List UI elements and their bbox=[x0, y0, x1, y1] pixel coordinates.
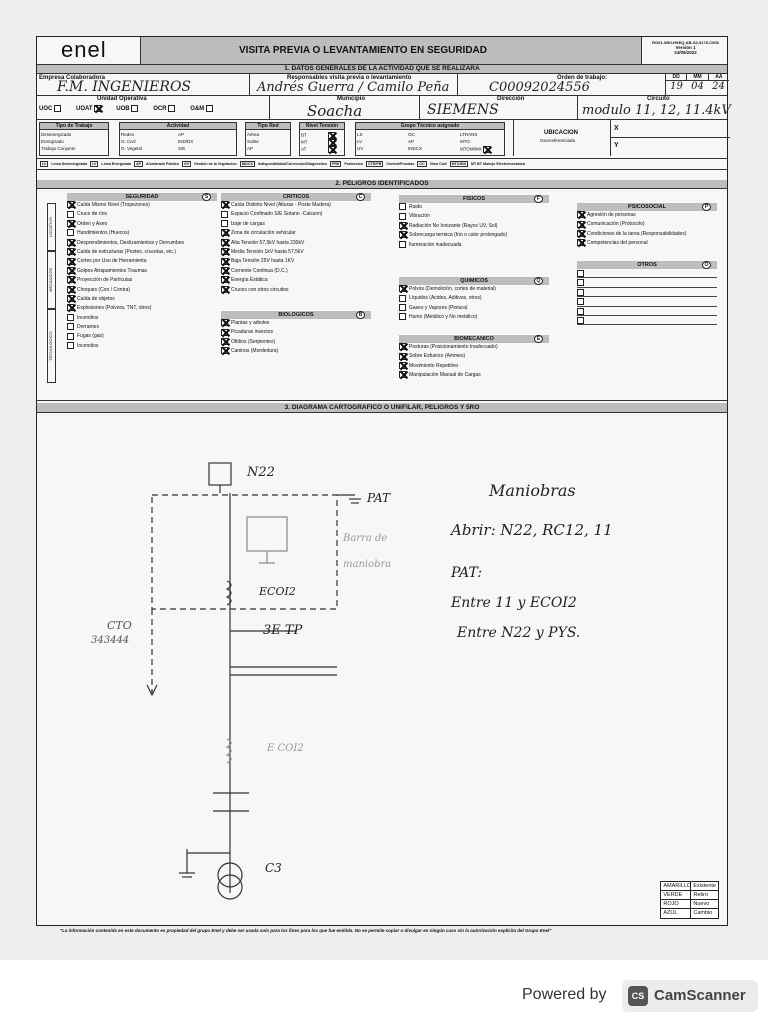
checkbox[interactable] bbox=[399, 371, 406, 378]
criticos-list bbox=[221, 193, 371, 295]
seguridad-list bbox=[67, 193, 217, 351]
quimicos-list bbox=[399, 277, 549, 323]
checkbox[interactable] bbox=[67, 229, 74, 236]
biologicos-title: BIOLOGICOS B bbox=[221, 311, 371, 319]
biomecanico-item[interactable] bbox=[399, 371, 549, 380]
date-header-mm: MM bbox=[687, 74, 708, 80]
label-pat: PAT bbox=[367, 491, 390, 505]
camscanner-logo-icon: CS bbox=[628, 986, 648, 1006]
criticos-item[interactable] bbox=[221, 239, 371, 248]
quimicos-item-label: Líquidos (Acidos, Aditivos, otros) bbox=[409, 295, 482, 302]
checkbox[interactable] bbox=[399, 313, 406, 320]
checkbox[interactable] bbox=[399, 304, 406, 311]
criticos-item[interactable] bbox=[221, 267, 371, 276]
quimicos-item[interactable] bbox=[399, 304, 549, 313]
checkbox[interactable] bbox=[399, 362, 406, 369]
location-row bbox=[37, 96, 731, 120]
biologicos-item-label: Plantas y arboles bbox=[231, 320, 270, 326]
tipo-red-label: Tipo Red bbox=[246, 123, 290, 130]
tension-mt[interactable]: MT bbox=[301, 139, 338, 146]
seguridad-item-label: Golpes Atrapamientos Traumas bbox=[77, 267, 148, 274]
criticos-item[interactable] bbox=[221, 257, 371, 266]
section3-title: 3. DIAGRAMA CARTOGRAFICO O UNIFILAR, PELIGROS Y 5RO bbox=[284, 404, 480, 411]
form-title: VISITA PREVIA O LEVANTAMIENTO EN SEGURIDAD bbox=[239, 45, 487, 56]
checkbox[interactable] bbox=[577, 221, 584, 228]
checkbox[interactable] bbox=[221, 286, 228, 293]
camscanner-badge[interactable] bbox=[622, 980, 758, 1012]
seguridad-item-label: Cortes por Uso de Herramienta bbox=[77, 258, 147, 265]
quimicos-item-label: Gases y Vapores (Pintura) bbox=[409, 304, 468, 311]
fisicos-item-label: Iluminación inadecuada bbox=[409, 241, 462, 248]
fisicos-item[interactable] bbox=[399, 231, 549, 240]
biomecanico-item[interactable] bbox=[399, 343, 549, 352]
biomecanico-item-label: Posturas (Posicionamiento Inadecuado) bbox=[409, 344, 498, 350]
date-day[interactable]: 19 bbox=[670, 81, 683, 92]
fisicos-item-label: Ruido bbox=[409, 204, 423, 210]
section2-title: 2. PELIGROS IDENTIFICADOS bbox=[335, 180, 429, 187]
fisicos-item[interactable] bbox=[399, 241, 549, 250]
grupo-oc[interactable]: OC bbox=[408, 132, 415, 137]
diagram-area bbox=[37, 413, 727, 925]
checkbox[interactable] bbox=[67, 258, 74, 265]
legend-row-verde: VERDE Retiro bbox=[661, 891, 718, 900]
checkbox[interactable] bbox=[399, 343, 406, 350]
seguridad-item[interactable] bbox=[67, 201, 217, 210]
tab-locativo: LOCATIVO bbox=[47, 203, 56, 251]
checkbox[interactable] bbox=[67, 239, 74, 246]
fisicos-item-label: Vibración bbox=[409, 213, 430, 220]
psicosocial-item[interactable] bbox=[577, 211, 717, 220]
quimicos-item[interactable] bbox=[399, 285, 549, 294]
checkbox[interactable] bbox=[221, 220, 228, 227]
ubicacion-sub: Georreferenciada bbox=[540, 138, 576, 143]
checkbox[interactable] bbox=[577, 308, 584, 315]
municipio-value[interactable]: Soacha bbox=[307, 102, 363, 120]
checkbox[interactable] bbox=[399, 213, 406, 220]
date-month[interactable]: 04 bbox=[691, 81, 704, 92]
criticos-item-label: Cruces con otros circuitos bbox=[231, 286, 289, 293]
red-ap[interactable]: AP bbox=[247, 146, 254, 151]
note-entre-1: Entre 11 y ECOI2 bbox=[451, 595, 577, 611]
nivel-tension-label: Nivel Tensión bbox=[300, 123, 344, 130]
biologicos-item[interactable] bbox=[221, 338, 371, 347]
responsables-label: Responsables visita previa o levantamiento bbox=[287, 75, 412, 81]
unidad-ocr[interactable]: OCR bbox=[153, 105, 178, 112]
checkbox[interactable] bbox=[221, 338, 228, 345]
psicosocial-item-label: Condiciones de la tarea (Responsabilidades) bbox=[587, 230, 687, 237]
biologicos-list bbox=[221, 311, 371, 357]
red-subte[interactable]: Subte bbox=[247, 139, 259, 144]
label-cto-num: 343444 bbox=[91, 635, 130, 646]
checkbox[interactable] bbox=[221, 239, 228, 246]
seguridad-item-label: Explosiones (Polvora, TNT, otros) bbox=[77, 305, 152, 312]
biomecanico-title: BIOMECANICO E bbox=[399, 335, 549, 343]
grupo-indcx[interactable]: INDCX bbox=[408, 146, 423, 151]
label-cto: CTO bbox=[107, 619, 132, 632]
quimicos-title: QUIMICOS Q bbox=[399, 277, 549, 285]
work-type-row bbox=[37, 120, 727, 170]
checkbox[interactable] bbox=[67, 295, 74, 302]
seguridad-item[interactable] bbox=[67, 248, 217, 257]
criticos-item[interactable] bbox=[221, 248, 371, 257]
criticos-item-label: Energía Estática bbox=[231, 277, 268, 284]
actividad-se[interactable]: S/E bbox=[178, 146, 186, 151]
orden-label: Orden de trabajo: bbox=[557, 75, 608, 81]
form-frame bbox=[36, 36, 731, 926]
seguridad-item[interactable] bbox=[67, 286, 217, 295]
fisicos-item-label: Radiación No Ionizante (Rayos UV, Sol) bbox=[409, 222, 498, 229]
psicosocial-item-label: Comunicación (Protocolo) bbox=[587, 221, 645, 228]
label-faint-1: Barra de bbox=[343, 533, 388, 544]
unidad-uob[interactable]: UOB bbox=[116, 105, 141, 112]
biologicos-item-label: Caninos (Mordedura) bbox=[231, 348, 279, 355]
tension-bt[interactable]: BT bbox=[301, 132, 338, 139]
seguridad-item-label: Cruce de ríos bbox=[77, 211, 108, 218]
enel-logo: enel bbox=[61, 37, 107, 62]
biologicos-item-label: Picaduras insectos bbox=[231, 329, 273, 336]
checkbox[interactable] bbox=[221, 319, 228, 326]
checkbox[interactable] bbox=[221, 201, 228, 208]
seguridad-item[interactable] bbox=[67, 210, 217, 219]
seguridad-item-label: Derrames bbox=[77, 324, 99, 331]
psicosocial-item[interactable] bbox=[577, 239, 717, 248]
seguridad-item[interactable] bbox=[67, 229, 217, 238]
quimicos-item[interactable] bbox=[399, 313, 549, 322]
seguridad-item-label: Caída de objetos bbox=[77, 295, 115, 302]
criticos-item-label: Espacio Confinado S/E Sotano -Caisson) bbox=[231, 211, 323, 218]
biologicos-item[interactable] bbox=[221, 347, 371, 356]
checkbox[interactable] bbox=[67, 220, 74, 227]
checkbox[interactable] bbox=[577, 239, 584, 246]
section3-title-bar bbox=[37, 403, 727, 413]
psicosocial-item-label: Competencias del personal bbox=[587, 240, 648, 247]
otros-blank-line[interactable] bbox=[577, 288, 717, 297]
grupo-ap[interactable]: AP bbox=[408, 139, 415, 144]
label-n22: N22 bbox=[247, 465, 275, 480]
checkbox[interactable] bbox=[399, 231, 406, 238]
direccion-value[interactable]: SIEMENS bbox=[427, 102, 499, 118]
legend-row-rojo: ROJO Nuevo bbox=[661, 900, 718, 909]
criticos-item[interactable] bbox=[221, 210, 371, 219]
section1-title: 1. DATOS GENERALES DE LA ACTIVIDAD QUE SE REALIZARA bbox=[284, 65, 480, 72]
date-header-aa: AA bbox=[715, 74, 723, 80]
single-line-diagram bbox=[37, 413, 727, 925]
actividad-ocivil[interactable]: O. Civil bbox=[121, 139, 136, 144]
seguridad-item[interactable] bbox=[67, 295, 217, 304]
doc-version: Versión 1 bbox=[675, 45, 696, 50]
criticos-item-label: Izaje de cargas bbox=[231, 220, 265, 227]
biomecanico-list bbox=[399, 335, 549, 381]
tab-tecnologico: TECNOLOGICO bbox=[47, 309, 56, 383]
municipio-label: Municipio bbox=[337, 96, 365, 102]
checkbox[interactable] bbox=[67, 248, 74, 255]
actividad-ap[interactable]: AP bbox=[178, 132, 185, 137]
psicosocial-item[interactable] bbox=[577, 220, 717, 229]
actividad-ovegetal[interactable]: O. Vegetal bbox=[121, 146, 143, 151]
actividad-box bbox=[119, 122, 237, 156]
hazards-section bbox=[37, 189, 727, 401]
checkbox[interactable] bbox=[577, 270, 584, 277]
seguridad-item-label: Incendios bbox=[77, 314, 99, 321]
seguridad-item[interactable] bbox=[67, 220, 217, 229]
legend-row-amarillo: AMARILLO Existente bbox=[663, 883, 716, 889]
psicosocial-title: PSICOSOCIAL P bbox=[577, 203, 717, 211]
seguridad-item-label: Fugas (gas) bbox=[77, 333, 104, 340]
otros-title: OTROS O bbox=[577, 261, 717, 269]
tipo-red-box bbox=[245, 122, 291, 156]
note-entre-2: Entre N22 y PYS. bbox=[457, 625, 581, 641]
grupo-uv[interactable]: UV bbox=[357, 146, 364, 151]
checkbox[interactable] bbox=[221, 267, 228, 274]
orden-value[interactable]: C00092024556 bbox=[489, 80, 590, 95]
checkbox[interactable] bbox=[67, 314, 74, 321]
psicosocial-list bbox=[577, 203, 717, 249]
checkbox[interactable] bbox=[67, 267, 74, 274]
fisicos-item[interactable] bbox=[399, 203, 549, 212]
seguridad-item[interactable] bbox=[67, 239, 217, 248]
otros-blank-line[interactable] bbox=[577, 278, 717, 287]
checkbox[interactable] bbox=[399, 353, 406, 360]
label-c3: C3 bbox=[265, 861, 282, 875]
criticos-item[interactable] bbox=[221, 276, 371, 285]
grupo-ltrans[interactable]: LTRANS bbox=[460, 132, 478, 137]
checkbox[interactable] bbox=[399, 222, 406, 229]
n22-switch-symbol bbox=[209, 463, 231, 485]
biomecanico-item[interactable] bbox=[399, 362, 549, 371]
actividad-label: Actividad bbox=[120, 123, 236, 130]
section2-title-bar bbox=[37, 180, 727, 189]
checkbox[interactable] bbox=[577, 317, 584, 324]
section1-title-bar bbox=[37, 65, 727, 74]
label-ecoi2: ECOI2 bbox=[259, 585, 296, 598]
biomecanico-item[interactable] bbox=[399, 352, 549, 361]
seguridad-item-label: Incendios bbox=[77, 342, 99, 349]
seguridad-item-label: Choques (Con / Contra) bbox=[77, 286, 131, 293]
criticos-item[interactable] bbox=[221, 286, 371, 295]
unidad-options bbox=[39, 105, 216, 112]
seguridad-item[interactable] bbox=[67, 267, 217, 276]
date-year[interactable]: 24 bbox=[712, 81, 725, 92]
checkbox[interactable] bbox=[577, 298, 584, 305]
doc-code-cell bbox=[641, 37, 729, 64]
criticos-item-label: Corriente Continua (D.C.) bbox=[231, 267, 288, 274]
biologicos-item-label: Ofidios (Serpientes) bbox=[231, 338, 276, 345]
tension-at[interactable]: AT bbox=[301, 146, 338, 153]
grupo-label: Grupo Técnico asignado bbox=[356, 123, 504, 130]
criticos-item[interactable] bbox=[221, 229, 371, 238]
tipo-energizado[interactable]: Energizado bbox=[41, 139, 64, 144]
checkbox[interactable] bbox=[221, 276, 228, 283]
seguridad-item-label: Proyección de Partículas bbox=[77, 277, 133, 284]
tipo-desenergizado[interactable]: Desenergizado bbox=[41, 132, 72, 137]
tipo-trabajo-box bbox=[39, 122, 109, 156]
checkbox[interactable] bbox=[67, 201, 74, 208]
checkbox[interactable] bbox=[577, 211, 584, 218]
fisicos-list bbox=[399, 195, 549, 250]
unidad-label: Unidad Operativa bbox=[97, 96, 147, 102]
grupo-lv[interactable]: LV bbox=[357, 139, 363, 144]
biologicos-item[interactable] bbox=[221, 319, 371, 328]
coord-x[interactable]: X bbox=[611, 120, 730, 138]
footer-disclaimer: "La información contenida en este documento es propiedad del grupo Enel y debe ser usada solo para los fines para los que fue emitida. No se permite copiar o divulgar en ningún caso sin la autorización explícita del Grupo Enel" bbox=[60, 928, 552, 933]
direccion-label: Dirección bbox=[497, 96, 525, 102]
fisicos-item[interactable] bbox=[399, 222, 549, 231]
checkbox[interactable] bbox=[399, 203, 406, 210]
seguridad-item[interactable] bbox=[67, 332, 217, 341]
criticos-item-label: Zona de circulación vehicular bbox=[231, 230, 296, 237]
seguridad-item-label: Caída Mismo Nivel (Tropezones) bbox=[77, 202, 150, 208]
checkbox[interactable] bbox=[399, 285, 406, 292]
checkbox[interactable] bbox=[221, 229, 228, 236]
note-abrir: Abrir: N22, RC12, 11 bbox=[451, 521, 613, 539]
seguridad-item[interactable] bbox=[67, 304, 217, 313]
note-maniobras: Maniobras bbox=[489, 481, 576, 500]
seguridad-item[interactable] bbox=[67, 342, 217, 351]
otros-blank-line[interactable] bbox=[577, 307, 717, 316]
logo-cell bbox=[37, 37, 141, 64]
checkbox[interactable] bbox=[221, 329, 228, 336]
red-aerea[interactable]: Aérea bbox=[247, 132, 260, 137]
checkbox[interactable] bbox=[221, 258, 228, 265]
quimicos-item-label: Humo (Metálico y No metálico) bbox=[409, 314, 478, 321]
date-header-dd: DD bbox=[666, 74, 687, 80]
psicosocial-item-label: Agresión de personas bbox=[587, 212, 636, 218]
checkbox[interactable] bbox=[399, 241, 406, 248]
responsables-value[interactable]: Andrés Guerra / Camilo Peña bbox=[257, 80, 450, 95]
biomecanico-item-label: Sobre Esfuerzo (Ammes) bbox=[409, 353, 466, 360]
grupo-mtomx[interactable]: MTOM/MX bbox=[460, 146, 493, 153]
quimicos-item-label: Polvos (Demolición, cortes de material) bbox=[409, 286, 496, 292]
ubicacion-label: UBICACION bbox=[544, 130, 578, 136]
tipo-conjunto[interactable]: Trabajo Conjunto bbox=[41, 146, 76, 151]
seguridad-item-label: Desprendimientos, Deslizamientos y Derrumbes bbox=[77, 239, 184, 246]
date-cells bbox=[665, 74, 729, 95]
checkbox[interactable] bbox=[67, 286, 74, 293]
otros-blank-line[interactable] bbox=[577, 316, 717, 325]
label-faint-2: maniobra bbox=[343, 559, 392, 570]
circuito-label: Circuito bbox=[647, 96, 670, 102]
grupo-ls[interactable]: LS bbox=[357, 132, 363, 137]
codes-strip: LV Línea Desenergizada LV Línea Energizada AP Alumbrado Público GV Gestión de la Vegetación INDCX Indisponibilidad/Corrección/Diagnóstico PRE Protección CTR/PB Control/Pruebas OC Obra Civil MTO/MX MT BT Manejo Electromecánica bbox=[37, 158, 727, 169]
circuito-value[interactable]: modulo 11, 12, 11.4kV bbox=[582, 103, 731, 118]
criticos-item-label: Caída Distinto Nivel (Alturas - Poste Madera) bbox=[231, 202, 331, 208]
criticos-item[interactable] bbox=[221, 220, 371, 229]
ubicacion-box bbox=[513, 120, 729, 156]
checkbox[interactable] bbox=[67, 333, 74, 340]
tipo-trabajo-label: Tipo de Trabajo bbox=[40, 123, 108, 130]
seguridad-item[interactable] bbox=[67, 276, 217, 285]
checkbox[interactable] bbox=[399, 295, 406, 302]
actividad-inddx[interactable]: IND/DX bbox=[178, 139, 194, 144]
checkbox[interactable] bbox=[67, 304, 74, 311]
checkbox[interactable] bbox=[67, 276, 74, 283]
legend-row-azul: AZUL Cambio bbox=[663, 910, 713, 916]
empresa-value[interactable]: F.M. INGENIEROS bbox=[57, 79, 192, 95]
empresa-label: Empresa Colaboradora bbox=[39, 75, 106, 81]
checkbox[interactable] bbox=[577, 279, 584, 286]
checkbox[interactable] bbox=[67, 342, 74, 349]
coord-y[interactable]: Y bbox=[614, 142, 619, 149]
checkbox[interactable] bbox=[221, 347, 228, 354]
fisicos-item[interactable] bbox=[399, 212, 549, 221]
unidad-uoc[interactable]: UOC bbox=[39, 105, 64, 112]
unidad-uoat[interactable]: UOAT bbox=[76, 105, 104, 112]
title-cell bbox=[141, 37, 641, 64]
nivel-tension-box bbox=[299, 122, 345, 156]
seguridad-title: SEGURIDAD S bbox=[67, 193, 217, 201]
powered-by-text: Powered by bbox=[522, 986, 607, 1003]
doc-date: 24/05/2022 bbox=[674, 50, 697, 55]
note-pat: PAT: bbox=[451, 565, 483, 581]
seguridad-item[interactable] bbox=[67, 257, 217, 266]
otros-blank-line[interactable] bbox=[577, 297, 717, 306]
seguridad-item-label: Orden y Aseo bbox=[77, 220, 108, 227]
checkbox[interactable] bbox=[221, 248, 228, 255]
grupo-mto[interactable]: MTO bbox=[460, 139, 470, 144]
fisicos-title: FISICOS F bbox=[399, 195, 549, 203]
seguridad-item[interactable] bbox=[67, 323, 217, 332]
camscanner-name: CamScanner bbox=[654, 987, 746, 1004]
criticos-title: CRITICOS C bbox=[221, 193, 371, 201]
grupo-tecnico-box bbox=[355, 122, 505, 156]
biomecanico-item-label: Manipulación Manual de Cargas bbox=[409, 372, 481, 379]
biomecanico-item-label: Movimiento Repetitivo bbox=[409, 362, 459, 369]
otros-blank-line[interactable] bbox=[577, 269, 717, 278]
label-faint-3: E COI2 bbox=[267, 743, 304, 754]
psicosocial-item[interactable] bbox=[577, 230, 717, 239]
criticos-item-label: Baja Tensión 25V hasta 1KV bbox=[231, 258, 295, 265]
criticos-item-label: Alta Tensión 57,5kV hasta 230kV bbox=[231, 239, 305, 246]
color-legend bbox=[660, 881, 719, 919]
tab-mecanicos: MECANICOS bbox=[47, 251, 56, 309]
actividad-redes[interactable]: Redes bbox=[121, 132, 135, 137]
seguridad-item-label: Caída de estructuras (Postes, crucetas, etc.) bbox=[77, 248, 176, 255]
criticos-item-label: Media Tensión 1kV hasta 57,5kV bbox=[231, 248, 304, 255]
biologicos-item[interactable] bbox=[221, 328, 371, 337]
unidad-om[interactable]: O&M bbox=[190, 105, 216, 112]
camscanner-bar bbox=[0, 960, 768, 1024]
general-data-row bbox=[37, 74, 727, 96]
seguridad-item[interactable] bbox=[67, 314, 217, 323]
checkbox[interactable] bbox=[577, 289, 584, 296]
criticos-item[interactable] bbox=[221, 201, 371, 210]
otros-list bbox=[577, 261, 717, 325]
checkbox[interactable] bbox=[67, 323, 74, 330]
quimicos-item[interactable] bbox=[399, 294, 549, 303]
doc-code: RG01-WKI-HSEQ-AB-S2-9175-C006 bbox=[652, 40, 719, 45]
label-tp: 3E TP bbox=[263, 623, 303, 638]
fisicos-item-label: Sobrecarga termica (frio o calor prolongado) bbox=[409, 232, 508, 239]
seguridad-item-label: Hundimientos (Huecos) bbox=[77, 230, 130, 237]
checkbox[interactable] bbox=[577, 230, 584, 237]
checkbox[interactable] bbox=[67, 211, 74, 218]
form-header bbox=[37, 37, 727, 65]
checkbox[interactable] bbox=[221, 211, 228, 218]
